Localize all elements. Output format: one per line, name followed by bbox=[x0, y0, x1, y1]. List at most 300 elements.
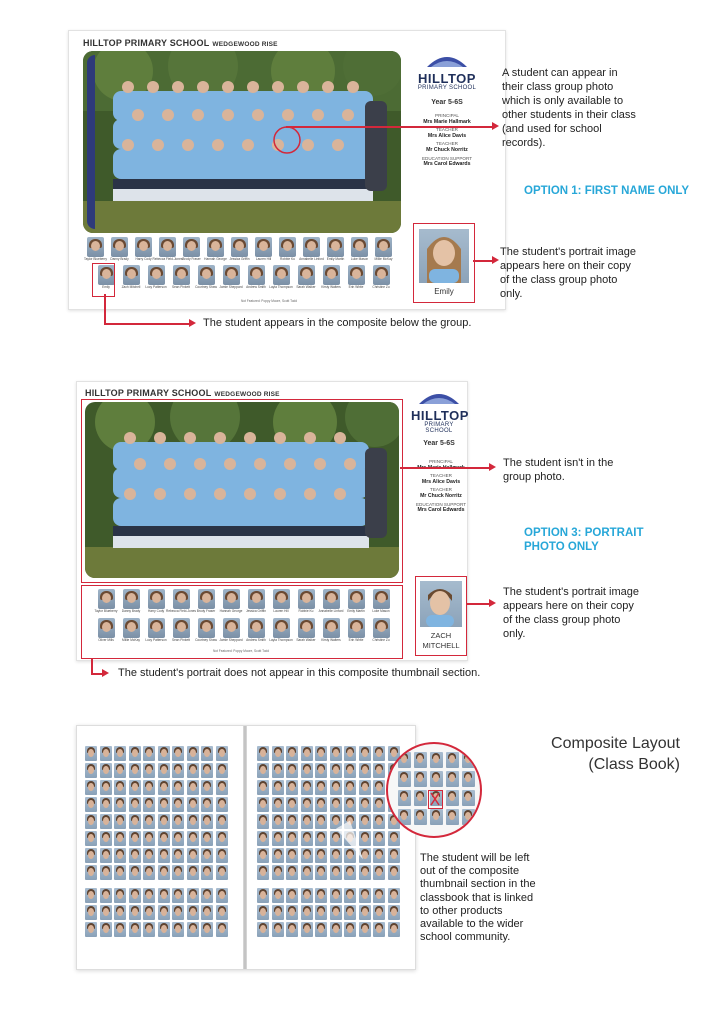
book-thumbnail bbox=[187, 905, 199, 920]
option-label-line2: PHOTO ONLY bbox=[524, 541, 599, 553]
book-thumbnail bbox=[100, 888, 112, 903]
book-row-gap bbox=[114, 882, 126, 886]
book-thumbnail bbox=[158, 848, 170, 863]
student-thumbnail bbox=[95, 618, 117, 643]
zoomed-thumbnail bbox=[414, 752, 427, 768]
book-thumbnail bbox=[129, 888, 141, 903]
book-thumbnail bbox=[359, 888, 371, 903]
portrait-caption: Emily bbox=[434, 287, 454, 296]
student-thumbnail-name: Taylor Blueberry bbox=[94, 609, 118, 613]
book-thumbnail bbox=[257, 922, 269, 937]
book-thumbnail bbox=[100, 814, 112, 829]
book-thumbnail bbox=[158, 865, 170, 880]
book-thumbnail bbox=[315, 865, 327, 880]
student-thumbnail bbox=[145, 589, 167, 614]
book-thumbnail bbox=[201, 780, 213, 795]
zoomed-thumbnail bbox=[398, 809, 411, 825]
student-thumbnail-photo bbox=[303, 237, 320, 257]
zoomed-thumbnail bbox=[462, 790, 475, 806]
zoomed-thumbnail bbox=[430, 809, 443, 825]
callout-composite: The student's portrait does not appear in this composite thumbnail section. bbox=[118, 667, 481, 679]
student-thumbnail-photo bbox=[298, 589, 315, 609]
book-thumbnail bbox=[373, 865, 385, 880]
book-row-gap bbox=[388, 882, 400, 886]
book-thumbnail bbox=[344, 763, 356, 778]
student-thumbnail-name: Kirsty Walters bbox=[321, 285, 341, 289]
book-row-gap bbox=[301, 882, 313, 886]
student-thumbnail-name: Emily Martin bbox=[326, 257, 345, 261]
book-thumbnail bbox=[187, 848, 199, 863]
book-thumbnail bbox=[330, 905, 342, 920]
student-thumbnail-photo bbox=[298, 265, 315, 285]
book-thumbnail bbox=[201, 814, 213, 829]
student-thumbnail-photo bbox=[198, 618, 215, 638]
student-thumbnail-photo bbox=[373, 265, 390, 285]
book-thumbnail bbox=[85, 865, 97, 880]
student-thumbnail-photo bbox=[248, 618, 265, 638]
book-row-gap bbox=[187, 882, 199, 886]
book-thumbnail bbox=[114, 848, 126, 863]
book-thumbnail bbox=[257, 780, 269, 795]
book-thumbnail bbox=[158, 746, 170, 761]
book-thumbnail bbox=[216, 814, 228, 829]
book-thumbnail bbox=[201, 865, 213, 880]
student-thumbnail-photo bbox=[231, 237, 248, 257]
student-thumbnail bbox=[120, 265, 142, 290]
student-thumbnail-name: Robbie Ku bbox=[280, 257, 295, 261]
book-thumbnail bbox=[272, 763, 284, 778]
arrow-right-icon bbox=[489, 599, 496, 607]
book-thumbnail bbox=[201, 797, 213, 812]
student-thumbnail-photo bbox=[223, 589, 240, 609]
book-thumbnail bbox=[129, 797, 141, 812]
connector-line bbox=[104, 323, 190, 325]
student-thumbnail-name: Layla Thompson bbox=[269, 638, 293, 642]
student-thumbnail bbox=[325, 237, 346, 262]
book-thumbnail bbox=[129, 814, 141, 829]
book-thumbnail bbox=[315, 922, 327, 937]
book-thumbnail bbox=[216, 797, 228, 812]
book-thumbnail bbox=[114, 814, 126, 829]
book-thumbnail bbox=[114, 746, 126, 761]
book-thumbnail bbox=[257, 848, 269, 863]
book-row-gap bbox=[129, 882, 141, 886]
book-row-gap bbox=[172, 882, 184, 886]
book-thumbnail bbox=[286, 831, 298, 846]
student-thumbnail bbox=[270, 265, 292, 290]
book-thumbnail bbox=[201, 831, 213, 846]
student-thumbnail-photo bbox=[159, 237, 176, 257]
zoomed-thumbnail bbox=[398, 790, 411, 806]
book-thumbnail bbox=[201, 763, 213, 778]
book-thumbnail bbox=[373, 848, 385, 863]
book-thumbnail bbox=[172, 922, 184, 937]
book-thumbnail bbox=[85, 922, 97, 937]
composite-layout-title: Composite Layout (Class Book) bbox=[551, 735, 680, 773]
arrow-right-icon bbox=[102, 669, 109, 677]
book-thumbnail bbox=[100, 780, 112, 795]
book-thumbnail bbox=[114, 780, 126, 795]
book-thumbnail bbox=[373, 780, 385, 795]
student-thumbnail-name: Andrew Smith bbox=[246, 638, 266, 642]
book-row-gap bbox=[359, 882, 371, 886]
portrait-caption-first: ZACH bbox=[430, 631, 452, 640]
student-thumbnail-photo bbox=[135, 237, 152, 257]
book-thumbnail bbox=[114, 888, 126, 903]
book-thumbnail bbox=[344, 746, 356, 761]
book-thumbnail bbox=[330, 746, 342, 761]
book-thumbnail bbox=[301, 865, 313, 880]
student-thumbnail bbox=[270, 589, 292, 614]
book-thumbnail bbox=[301, 797, 313, 812]
book-thumbnail bbox=[85, 780, 97, 795]
book-thumbnail bbox=[286, 865, 298, 880]
zoomed-thumbnail bbox=[414, 790, 427, 806]
book-thumbnail bbox=[272, 797, 284, 812]
book-thumbnail bbox=[272, 746, 284, 761]
book-thumbnail bbox=[286, 780, 298, 795]
class-photo-sheet-option3 bbox=[76, 381, 468, 661]
student-thumbnail bbox=[245, 618, 267, 643]
book-thumbnail bbox=[216, 831, 228, 846]
book-thumbnail bbox=[286, 888, 298, 903]
book-thumbnail bbox=[344, 905, 356, 920]
student-thumbnail bbox=[220, 265, 242, 290]
student-thumbnail-name: Layla Thompson bbox=[269, 285, 293, 289]
book-thumbnail bbox=[388, 831, 400, 846]
book-thumbnail bbox=[359, 922, 371, 937]
student-thumbnail-photo bbox=[323, 265, 340, 285]
book-thumbnail bbox=[129, 763, 141, 778]
book-thumbnail bbox=[301, 905, 313, 920]
student-thumbnail bbox=[120, 618, 142, 643]
not-featured-note: Not Featured: Poppy Moore, Scott Todd bbox=[212, 649, 270, 653]
book-thumbnail bbox=[272, 865, 284, 880]
book-thumbnail bbox=[143, 763, 155, 778]
book-thumbnail bbox=[344, 865, 356, 880]
student-thumbnail bbox=[370, 618, 392, 643]
student-thumbnail bbox=[373, 237, 394, 262]
book-thumbnail bbox=[373, 763, 385, 778]
book-thumbnail bbox=[143, 780, 155, 795]
book-row-gap bbox=[143, 882, 155, 886]
book-thumbnail bbox=[315, 905, 327, 920]
zoomed-thumbnail bbox=[398, 752, 411, 768]
group-photo bbox=[85, 402, 399, 578]
book-thumbnail bbox=[257, 905, 269, 920]
book-thumbnail bbox=[158, 763, 170, 778]
connector-line bbox=[91, 658, 93, 674]
student-portrait-image bbox=[419, 229, 469, 283]
student-thumbnail-photo bbox=[148, 265, 165, 285]
student-thumbnail-name: Jamie Sheppard bbox=[219, 285, 243, 289]
zoomed-thumbnail bbox=[430, 752, 443, 768]
magnifier-zoom bbox=[386, 742, 482, 838]
student-thumbnail-photo bbox=[173, 265, 190, 285]
book-thumbnail bbox=[301, 922, 313, 937]
student-thumbnail-photo bbox=[183, 237, 200, 257]
connector-line bbox=[466, 603, 490, 605]
book-thumbnail bbox=[129, 922, 141, 937]
zoomed-thumbnail-grid bbox=[398, 752, 475, 825]
student-thumbnail bbox=[95, 589, 117, 614]
student-thumbnail-name: Luke Mason bbox=[372, 609, 390, 613]
book-thumbnail bbox=[158, 780, 170, 795]
book-thumbnail bbox=[359, 780, 371, 795]
book-thumbnail bbox=[85, 763, 97, 778]
book-thumbnail bbox=[216, 888, 228, 903]
staff-list: PRINCIPAL TEACHER Mrs Alice Davis TEACHER Mr Chuck Norritz EDUCATION SUPPORT Mrs Carol Edwards bbox=[415, 459, 467, 514]
student-thumbnail bbox=[170, 618, 192, 643]
student-thumbnail-name: Millie McKay bbox=[122, 638, 140, 642]
book-right-page-grid bbox=[257, 746, 400, 937]
book-thumbnail bbox=[301, 814, 313, 829]
composite-row-1 bbox=[85, 237, 394, 262]
book-thumbnail bbox=[257, 763, 269, 778]
student-thumbnail-name: Sarah Walker bbox=[296, 638, 316, 642]
student-thumbnail-photo bbox=[207, 237, 224, 257]
book-thumbnail bbox=[129, 831, 141, 846]
book-thumbnail bbox=[257, 746, 269, 761]
book-thumbnail bbox=[272, 905, 284, 920]
book-thumbnail bbox=[114, 831, 126, 846]
student-thumbnail bbox=[345, 589, 367, 614]
book-thumbnail bbox=[257, 797, 269, 812]
student-thumbnail-name: Jamie Sheppard bbox=[219, 638, 243, 642]
book-thumbnail bbox=[85, 797, 97, 812]
book-thumbnail bbox=[272, 848, 284, 863]
book-thumbnail bbox=[158, 905, 170, 920]
school-logo: HILLTOP PRIMARY SCHOOL bbox=[417, 53, 477, 91]
student-thumbnail bbox=[320, 589, 342, 614]
student-thumbnail bbox=[145, 618, 167, 643]
book-thumbnail bbox=[100, 831, 112, 846]
student-thumbnail-photo bbox=[298, 618, 315, 638]
book-thumbnail bbox=[114, 865, 126, 880]
student-thumbnail bbox=[370, 589, 392, 614]
zoomed-thumbnail bbox=[414, 809, 427, 825]
book-spine bbox=[243, 726, 247, 969]
student-thumbnail-name: Courtney Shaw bbox=[195, 285, 217, 289]
connector-line bbox=[286, 126, 492, 128]
student-thumbnail-photo bbox=[273, 618, 290, 638]
student-thumbnail-photo bbox=[123, 618, 140, 638]
book-thumbnail bbox=[315, 797, 327, 812]
hill-logo-icon bbox=[425, 53, 469, 67]
student-thumbnail-photo bbox=[98, 618, 115, 638]
book-thumbnail bbox=[315, 746, 327, 761]
book-thumbnail bbox=[388, 848, 400, 863]
student-thumbnail-name: Robbie Ku bbox=[298, 609, 314, 613]
book-thumbnail bbox=[129, 905, 141, 920]
zoomed-thumbnail bbox=[462, 771, 475, 787]
student-thumbnail-name: Christine Zu bbox=[372, 638, 390, 642]
book-thumbnail bbox=[143, 848, 155, 863]
book-thumbnail bbox=[100, 905, 112, 920]
book-thumbnail bbox=[100, 848, 112, 863]
student-thumbnail bbox=[166, 589, 196, 614]
book-thumbnail bbox=[129, 865, 141, 880]
book-thumbnail bbox=[301, 831, 313, 846]
book-thumbnail bbox=[272, 922, 284, 937]
book-thumbnail bbox=[85, 888, 97, 903]
book-thumbnail bbox=[373, 831, 385, 846]
student-thumbnail bbox=[195, 618, 217, 643]
book-thumbnail bbox=[172, 814, 184, 829]
not-featured-note: Not Featured: Poppy Moore, Scott Todd bbox=[240, 299, 298, 303]
student-thumbnail-name: Hannah George bbox=[219, 609, 243, 613]
composite-row-1 bbox=[95, 589, 392, 614]
composite-row-2 bbox=[95, 618, 392, 643]
student-thumbnail-name: Sarah Walker bbox=[296, 285, 316, 289]
book-thumbnail bbox=[129, 746, 141, 761]
book-thumbnail bbox=[272, 780, 284, 795]
student-thumbnail-name: Rebecca Field-Jones bbox=[166, 609, 196, 613]
book-thumbnail bbox=[187, 814, 199, 829]
student-thumbnail-photo bbox=[375, 237, 392, 257]
book-row-gap bbox=[315, 882, 327, 886]
school-logo: HILLTOP PRIMARY SCHOOL bbox=[411, 390, 467, 434]
callout-group-photo: The student isn't in the group photo. bbox=[503, 457, 614, 484]
student-thumbnail-photo bbox=[87, 237, 104, 257]
book-thumbnail bbox=[158, 797, 170, 812]
student-thumbnail-photo bbox=[273, 265, 290, 285]
book-thumbnail bbox=[201, 746, 213, 761]
book-thumbnail bbox=[257, 814, 269, 829]
school-title: HILLTOP PRIMARY SCHOOL WEDGEWOOD RISE bbox=[85, 388, 280, 398]
book-thumbnail bbox=[301, 780, 313, 795]
student-portrait-image bbox=[420, 581, 462, 627]
student-thumbnail-photo bbox=[248, 589, 265, 609]
student-thumbnail-name: Sean Pinkett bbox=[171, 285, 191, 289]
book-thumbnail bbox=[257, 831, 269, 846]
book-row-gap bbox=[85, 882, 97, 886]
callout-portrait: The student's portrait image appears here on their copy of the class group photo only. bbox=[500, 246, 637, 301]
book-thumbnail bbox=[388, 888, 400, 903]
book-thumbnail bbox=[359, 865, 371, 880]
book-thumbnail bbox=[286, 848, 298, 863]
book-thumbnail bbox=[129, 780, 141, 795]
book-thumbnail bbox=[359, 905, 371, 920]
student-thumbnail bbox=[133, 237, 154, 262]
connector-line bbox=[473, 260, 493, 262]
book-thumbnail bbox=[85, 831, 97, 846]
arrow-right-icon bbox=[489, 463, 496, 471]
book-thumbnail bbox=[286, 763, 298, 778]
book-thumbnail bbox=[158, 814, 170, 829]
book-thumbnail bbox=[373, 922, 385, 937]
book-thumbnail bbox=[129, 848, 141, 863]
student-thumbnail-name: Lauren Hill bbox=[255, 257, 272, 261]
book-thumbnail bbox=[216, 905, 228, 920]
student-thumbnail bbox=[220, 618, 242, 643]
student-thumbnail-photo bbox=[123, 265, 140, 285]
book-thumbnail bbox=[172, 763, 184, 778]
student-thumbnail-name: Brody Fraser bbox=[182, 257, 201, 261]
student-thumbnail-photo bbox=[198, 265, 215, 285]
book-thumbnail bbox=[85, 814, 97, 829]
book-thumbnail bbox=[187, 780, 199, 795]
zoomed-thumbnail bbox=[446, 809, 459, 825]
book-thumbnail bbox=[373, 814, 385, 829]
student-thumbnail-name: Annabelle Linford bbox=[318, 609, 344, 613]
student-thumbnail bbox=[205, 237, 226, 262]
book-row-gap bbox=[158, 882, 170, 886]
book-row-gap bbox=[100, 882, 112, 886]
emily-thumb-highlight bbox=[92, 263, 115, 297]
book-thumbnail bbox=[330, 848, 342, 863]
student-thumbnail-name: Zach Mitchell bbox=[121, 285, 141, 289]
book-thumbnail bbox=[216, 746, 228, 761]
zoomed-thumbnail bbox=[462, 752, 475, 768]
student-thumbnail bbox=[253, 237, 274, 262]
student-thumbnail-name: Christine Zu bbox=[372, 285, 390, 289]
student-thumbnail bbox=[109, 237, 130, 262]
callout-composite: The student appears in the composite below the group. bbox=[203, 317, 472, 329]
student-thumbnail bbox=[345, 265, 367, 290]
group-photo bbox=[83, 51, 401, 233]
student-thumbnail-photo bbox=[323, 618, 340, 638]
book-thumbnail bbox=[143, 746, 155, 761]
zoomed-thumbnail bbox=[462, 809, 475, 825]
student-thumbnail-photo bbox=[148, 589, 165, 609]
student-thumbnail-name: Harry Cody bbox=[135, 257, 152, 261]
student-thumbnail-photo bbox=[273, 589, 290, 609]
student-thumbnail bbox=[220, 589, 242, 614]
student-thumbnail-name: Danny Brady bbox=[110, 257, 129, 261]
book-thumbnail bbox=[172, 888, 184, 903]
student-thumbnail bbox=[85, 237, 106, 262]
student-thumbnail-name: Brody Fraser bbox=[196, 609, 216, 613]
student-thumbnail-name: Annabelle Linford bbox=[299, 257, 324, 261]
book-thumbnail bbox=[286, 922, 298, 937]
photo-side-stripe bbox=[87, 55, 95, 229]
arrow-right-icon bbox=[492, 256, 499, 264]
student-thumbnail-photo bbox=[348, 589, 365, 609]
student-portrait-card bbox=[415, 576, 467, 656]
book-thumbnail bbox=[388, 922, 400, 937]
book-thumbnail bbox=[286, 814, 298, 829]
book-thumbnail bbox=[373, 905, 385, 920]
zoomed-thumbnail bbox=[446, 790, 459, 806]
book-thumbnail bbox=[114, 922, 126, 937]
book-thumbnail bbox=[272, 814, 284, 829]
student-thumbnail-name: Erin White bbox=[348, 285, 364, 289]
book-thumbnail bbox=[158, 922, 170, 937]
staff-list: PRINCIPAL Mrs Marie Hallmark TEACHER Mrs Alice Davis TEACHER Mr Chuck Norritz EDUCATION SUPPORT Mrs Carol Edwards bbox=[421, 113, 473, 168]
book-thumbnail bbox=[330, 780, 342, 795]
callout-portrait: The student's portrait image appears here on their copy of the class group photo only. bbox=[503, 586, 640, 641]
book-thumbnail bbox=[201, 922, 213, 937]
book-thumbnail bbox=[158, 888, 170, 903]
book-thumbnail bbox=[187, 865, 199, 880]
student-thumbnail bbox=[195, 265, 217, 290]
book-thumbnail bbox=[315, 831, 327, 846]
book-thumbnail bbox=[114, 797, 126, 812]
zoomed-thumbnail bbox=[414, 771, 427, 787]
student-thumbnail-photo bbox=[327, 237, 344, 257]
student-thumbnail bbox=[277, 237, 298, 262]
student-thumbnail-name: Lucy Patterson bbox=[145, 285, 167, 289]
student-thumbnail-name: Luke Mason bbox=[350, 257, 369, 261]
book-thumbnail bbox=[187, 763, 199, 778]
book-thumbnail bbox=[172, 797, 184, 812]
excluded-cross-icon bbox=[429, 791, 441, 807]
student-thumbnail-photo bbox=[351, 237, 368, 257]
callout-group-photo: A student can appear in their class group photo which is only available to other students in their class (and used for school records). bbox=[502, 67, 636, 150]
book-thumbnail bbox=[143, 831, 155, 846]
student-thumbnail-name: Taylor Blueberry bbox=[83, 257, 108, 261]
